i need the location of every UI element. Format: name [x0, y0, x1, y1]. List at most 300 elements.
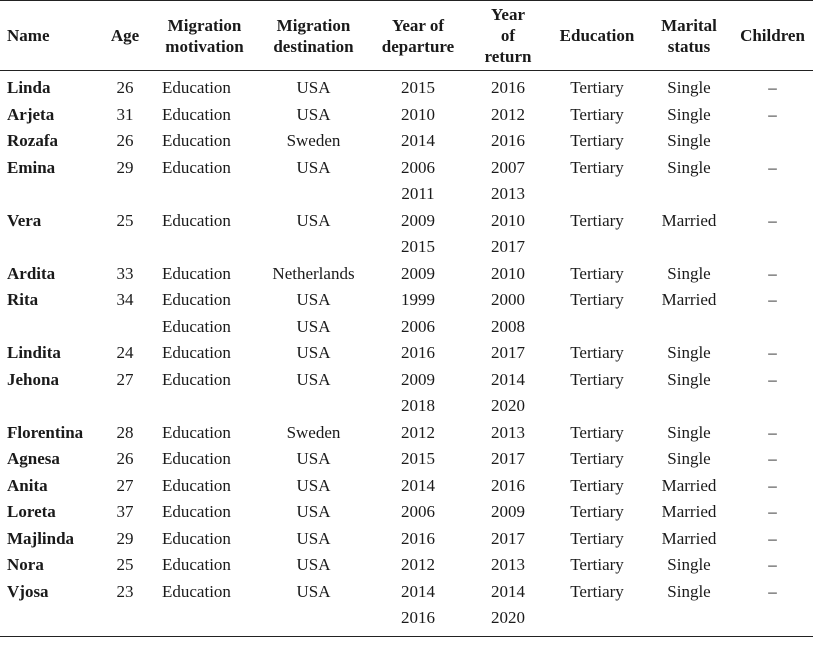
cell-marital-status: [646, 208, 732, 261]
cell-year-of-departure-value: 2011: [401, 184, 435, 203]
cell-year-of-departure: [368, 499, 468, 526]
cell-migration-destination-value: Sweden: [286, 131, 341, 150]
cell-year-of-return-value: 2010: [491, 210, 525, 230]
table-row: [0, 499, 813, 526]
cell-year-of-departure: [368, 340, 468, 367]
cell-marital-status-value: Single: [667, 157, 711, 177]
cell-children: [732, 499, 813, 526]
cell-age-value: 31: [116, 104, 134, 124]
cell-children-value: –: [768, 369, 777, 389]
cell-marital-status: [646, 340, 732, 367]
cell-migration-motivation: [150, 287, 259, 340]
cell-name: [0, 473, 100, 500]
cell-year-of-return-value: 2017: [491, 237, 525, 256]
cell-name: [0, 287, 100, 340]
cell-year-of-return: [468, 420, 548, 447]
cell-migration-destination-value: USA: [296, 210, 331, 230]
column-header-line: of: [500, 26, 516, 45]
cell-age: [100, 155, 150, 208]
table-row: [0, 367, 813, 420]
cell-education-value: Tertiary: [570, 290, 624, 309]
cell-year-of-return: [468, 446, 548, 473]
cell-marital-status: [646, 499, 732, 526]
cell-year-of-return-value: 2010: [491, 263, 525, 283]
column-header-marital-status: [646, 1, 732, 71]
cell-age: [100, 102, 150, 129]
cell-migration-motivation-value: Education: [162, 581, 231, 601]
cell-marital-status-value: Single: [667, 104, 711, 124]
cell-year-of-return-value: 2013: [491, 422, 525, 442]
cell-migration-destination: [259, 579, 368, 637]
cell-education: [548, 128, 646, 155]
cell-migration-motivation: [150, 579, 259, 637]
cell-marital-status-value: Married: [661, 290, 717, 309]
cell-migration-motivation-value: Education: [162, 343, 231, 362]
cell-marital-status-value: Single: [667, 263, 711, 283]
cell-year-of-departure-value: 2016: [401, 608, 435, 627]
cell-children: [732, 446, 813, 473]
cell-children-value: –: [768, 210, 777, 230]
cell-year-of-return-value: 2017: [491, 343, 525, 362]
cell-year-of-departure-value: 2014: [401, 131, 435, 150]
cell-name: [0, 499, 100, 526]
cell-migration-motivation: [150, 208, 259, 261]
table-row: [0, 261, 813, 288]
cell-year-of-return-value: 2008: [491, 316, 525, 336]
cell-education-value: Tertiary: [570, 104, 624, 124]
cell-education: [548, 261, 646, 288]
cell-name-value: Arjeta: [7, 104, 55, 124]
cell-education-value: Tertiary: [570, 502, 624, 521]
cell-education-value: Tertiary: [570, 422, 624, 442]
column-header-line: Education: [559, 26, 635, 45]
cell-migration-motivation-value: Education: [162, 422, 231, 442]
cell-age-value: 27: [116, 475, 134, 495]
cell-education: [548, 446, 646, 473]
cell-education-value: Tertiary: [570, 449, 624, 468]
cell-name: [0, 128, 100, 155]
cell-children-value: –: [768, 422, 777, 442]
cell-name: [0, 526, 100, 553]
cell-migration-motivation-value: Education: [162, 78, 231, 97]
cell-migration-motivation: [150, 71, 259, 102]
cell-children: [732, 261, 813, 288]
column-header-line: Year: [491, 5, 525, 24]
cell-year-of-departure-value: 2006: [401, 316, 435, 336]
table-row: [0, 102, 813, 129]
column-header-line: status: [667, 36, 711, 56]
cell-year-of-return-value: 2012: [491, 104, 525, 124]
cell-year-of-return-value: 2009: [491, 502, 525, 521]
cell-migration-motivation-value: Education: [162, 263, 231, 283]
cell-age-value: 26: [116, 449, 134, 468]
cell-education-value: Tertiary: [570, 528, 624, 548]
cell-name: [0, 446, 100, 473]
cell-migration-destination: [259, 526, 368, 553]
cell-age: [100, 579, 150, 637]
cell-age-value: 23: [116, 581, 134, 601]
cell-year-of-return: [468, 367, 548, 420]
cell-age-value: 37: [116, 502, 134, 521]
cell-children-value: –: [768, 157, 777, 177]
cell-age: [100, 446, 150, 473]
cell-migration-destination-value: USA: [296, 78, 331, 97]
cell-migration-destination-value: USA: [296, 343, 331, 362]
cell-name-value: Jehona: [7, 369, 59, 389]
column-header-line: Migration: [276, 15, 351, 35]
cell-marital-status: [646, 128, 732, 155]
column-header-name: [0, 1, 100, 71]
cell-age-value: 28: [116, 422, 134, 442]
cell-year-of-departure-value: 2015: [401, 449, 435, 468]
cell-marital-status-value: Married: [661, 475, 717, 495]
cell-name: [0, 155, 100, 208]
cell-year-of-return: [468, 579, 548, 637]
cell-migration-destination: [259, 261, 368, 288]
cell-age-value: 26: [116, 131, 134, 150]
cell-name: [0, 102, 100, 129]
cell-education-value: Tertiary: [570, 369, 624, 389]
cell-year-of-departure-value: 2012: [401, 555, 435, 574]
cell-name-value: Emina: [7, 157, 56, 177]
cell-age: [100, 526, 150, 553]
cell-year-of-departure-value: 2006: [401, 157, 435, 177]
cell-migration-destination-value: Sweden: [286, 422, 341, 442]
cell-education: [548, 579, 646, 637]
cell-migration-destination-value: USA: [296, 581, 331, 601]
cell-marital-status: [646, 261, 732, 288]
cell-name: [0, 261, 100, 288]
cell-marital-status-value: Married: [661, 528, 717, 548]
table-row: [0, 420, 813, 447]
table-row: [0, 128, 813, 155]
cell-age-value: 25: [116, 210, 134, 230]
column-header-year-of-return: [468, 1, 548, 71]
cell-year-of-return-value: 2014: [491, 369, 525, 389]
cell-children: [732, 367, 813, 420]
cell-year-of-departure: [368, 155, 468, 208]
cell-age: [100, 367, 150, 420]
cell-year-of-return-value: 2020: [491, 396, 525, 415]
cell-marital-status-value: Single: [667, 449, 711, 468]
column-header-migration-motivation: [150, 1, 259, 71]
cell-age: [100, 499, 150, 526]
cell-children-value: –: [768, 78, 777, 97]
cell-name-value: Anita: [7, 475, 48, 495]
cell-migration-destination-value: USA: [296, 475, 331, 495]
cell-year-of-return-value: 2014: [491, 581, 525, 601]
cell-migration-motivation: [150, 499, 259, 526]
cell-marital-status-value: Married: [661, 210, 717, 230]
cell-age-value: 33: [116, 263, 134, 283]
cell-education: [548, 367, 646, 420]
cell-year-of-departure-value: 2012: [401, 422, 435, 442]
cell-children-value: –: [768, 528, 777, 548]
cell-year-of-departure: [368, 552, 468, 579]
cell-age: [100, 340, 150, 367]
cell-year-of-departure-value: 2018: [401, 396, 435, 415]
cell-marital-status: [646, 526, 732, 553]
cell-migration-motivation: [150, 128, 259, 155]
cell-name-value: Loreta: [7, 502, 56, 521]
cell-children: [732, 579, 813, 637]
cell-year-of-return-value: 2000: [491, 290, 525, 309]
cell-year-of-departure: [368, 71, 468, 102]
cell-year-of-return-value: 2013: [491, 555, 525, 574]
cell-age: [100, 473, 150, 500]
cell-marital-status: [646, 473, 732, 500]
cell-year-of-departure-value: 2014: [401, 581, 435, 601]
cell-migration-destination: [259, 208, 368, 261]
cell-name: [0, 71, 100, 102]
column-header-line: Marital: [661, 15, 717, 35]
cell-name-value: Agnesa: [7, 449, 60, 468]
cell-year-of-departure: [368, 128, 468, 155]
cell-education: [548, 499, 646, 526]
cell-marital-status-value: Single: [667, 422, 711, 442]
cell-age-value: 29: [116, 157, 134, 177]
cell-year-of-return-value: 2020: [491, 608, 525, 627]
cell-name-value: Rozafa: [7, 131, 58, 150]
cell-age: [100, 208, 150, 261]
cell-year-of-departure: [368, 208, 468, 261]
header-row: [0, 1, 813, 71]
cell-migration-motivation: [150, 446, 259, 473]
cell-migration-destination: [259, 552, 368, 579]
cell-children: [732, 71, 813, 102]
cell-migration-motivation-value: Education: [162, 157, 231, 177]
cell-name: [0, 208, 100, 261]
cell-migration-motivation: [150, 367, 259, 420]
cell-children: [732, 155, 813, 208]
table-row: [0, 340, 813, 367]
cell-migration-destination-value: Netherlands: [272, 263, 355, 283]
table-body: [0, 71, 813, 637]
cell-education: [548, 552, 646, 579]
cell-marital-status: [646, 287, 732, 340]
cell-name-value: Ardita: [7, 263, 56, 283]
cell-age-value: 27: [116, 369, 134, 389]
cell-year-of-return: [468, 128, 548, 155]
cell-year-of-return: [468, 552, 548, 579]
cell-year-of-return-value: 2017: [491, 528, 525, 548]
column-header-line: return: [484, 47, 532, 66]
cell-marital-status-value: Single: [667, 343, 711, 362]
column-header-line: motivation: [165, 36, 244, 56]
cell-education: [548, 473, 646, 500]
cell-year-of-departure-value: 2009: [401, 263, 435, 283]
column-header-children: [732, 1, 813, 71]
cell-migration-motivation-value: Education: [162, 528, 231, 548]
cell-year-of-return: [468, 208, 548, 261]
cell-year-of-return: [468, 473, 548, 500]
cell-children-value: –: [768, 104, 777, 124]
table-row: [0, 208, 813, 261]
cell-age: [100, 71, 150, 102]
cell-age: [100, 128, 150, 155]
cell-migration-motivation-value: Education: [162, 449, 231, 468]
cell-children: [732, 208, 813, 261]
cell-year-of-departure: [368, 287, 468, 340]
cell-year-of-departure-value: 2015: [401, 78, 435, 97]
cell-education-value: Tertiary: [570, 475, 624, 495]
cell-migration-destination-value: USA: [296, 316, 331, 336]
cell-year-of-return-value: 2016: [491, 475, 525, 495]
cell-age-value: 24: [116, 343, 134, 362]
table-row: [0, 446, 813, 473]
cell-year-of-return-value: 2016: [491, 78, 525, 97]
cell-migration-destination: [259, 446, 368, 473]
cell-education: [548, 102, 646, 129]
cell-migration-motivation-value: Education: [162, 210, 231, 230]
cell-migration-destination-value: USA: [296, 449, 331, 468]
cell-migration-motivation: [150, 552, 259, 579]
cell-marital-status-value: Single: [667, 555, 711, 574]
cell-name: [0, 420, 100, 447]
cell-year-of-return-value: 2007: [491, 157, 525, 177]
cell-year-of-departure: [368, 367, 468, 420]
column-header-line: Children: [740, 26, 805, 45]
cell-year-of-return: [468, 287, 548, 340]
cell-migration-motivation-value: Education: [162, 369, 231, 389]
cell-name: [0, 367, 100, 420]
cell-name-value: Rita: [7, 290, 39, 309]
column-header-line: Name: [7, 26, 50, 45]
cell-year-of-return-value: 2013: [491, 184, 525, 203]
table-header: [0, 1, 813, 71]
cell-year-of-departure-value: 2010: [401, 104, 435, 124]
cell-migration-destination: [259, 499, 368, 526]
cell-education-value: Tertiary: [570, 581, 624, 601]
cell-marital-status: [646, 102, 732, 129]
cell-education-value: Tertiary: [570, 131, 624, 150]
cell-marital-status: [646, 155, 732, 208]
cell-children: [732, 552, 813, 579]
cell-education-value: Tertiary: [570, 343, 624, 362]
column-header-line: destination: [273, 36, 354, 56]
cell-year-of-return-value: 2017: [491, 449, 525, 468]
cell-children-value: –: [768, 502, 777, 521]
cell-children-value: [732, 128, 813, 155]
cell-children: [732, 128, 813, 155]
cell-year-of-departure-value: 1999: [401, 290, 435, 309]
cell-education: [548, 155, 646, 208]
cell-migration-motivation: [150, 420, 259, 447]
cell-migration-motivation: [150, 102, 259, 129]
cell-year-of-return: [468, 526, 548, 553]
cell-migration-destination: [259, 420, 368, 447]
cell-education-value: Tertiary: [570, 210, 624, 230]
cell-migration-motivation-value: Education: [162, 131, 231, 150]
cell-children: [732, 287, 813, 340]
column-header-line: Age: [110, 26, 140, 45]
cell-year-of-return: [468, 71, 548, 102]
cell-year-of-departure-value: 2016: [401, 343, 435, 362]
cell-education: [548, 340, 646, 367]
cell-children-value: –: [768, 555, 777, 574]
cell-migration-motivation: [150, 261, 259, 288]
cell-migration-destination: [259, 102, 368, 129]
cell-age: [100, 420, 150, 447]
cell-year-of-departure: [368, 526, 468, 553]
cell-marital-status: [646, 71, 732, 102]
cell-name: [0, 340, 100, 367]
cell-name-value: Lindita: [7, 343, 61, 362]
cell-migration-destination: [259, 287, 368, 340]
cell-migration-destination-value: USA: [296, 290, 331, 309]
cell-name-value: Linda: [7, 78, 51, 97]
column-header-education: [548, 1, 646, 71]
cell-migration-motivation: [150, 473, 259, 500]
cell-education: [548, 208, 646, 261]
cell-name-value: Nora: [7, 555, 44, 574]
cell-marital-status-value: Single: [667, 78, 711, 97]
cell-name-value: Vera: [7, 210, 42, 230]
table-row: [0, 155, 813, 208]
cell-children: [732, 420, 813, 447]
column-header-line: Year of: [391, 15, 445, 35]
cell-migration-motivation-value: Education: [162, 104, 231, 124]
table-row: [0, 526, 813, 553]
cell-migration-destination-value: USA: [296, 502, 331, 521]
cell-education: [548, 287, 646, 340]
column-header-line: Migration: [167, 15, 242, 35]
cell-children-value: –: [768, 343, 777, 362]
cell-year-of-departure: [368, 473, 468, 500]
cell-name: [0, 552, 100, 579]
cell-migration-motivation-value: Education: [162, 316, 231, 336]
cell-migration-destination: [259, 155, 368, 208]
cell-children: [732, 102, 813, 129]
cell-name: [0, 579, 100, 637]
cell-year-of-return: [468, 340, 548, 367]
cell-migration-motivation-value: Education: [162, 502, 231, 521]
cell-name-value: Majlinda: [7, 528, 75, 548]
cell-children-value: –: [768, 290, 777, 309]
cell-marital-status: [646, 552, 732, 579]
cell-age: [100, 287, 150, 340]
cell-migration-motivation: [150, 526, 259, 553]
cell-migration-destination-value: USA: [296, 369, 331, 389]
cell-year-of-departure: [368, 261, 468, 288]
cell-migration-destination: [259, 340, 368, 367]
cell-children-value: –: [768, 263, 777, 283]
cell-marital-status-value: Single: [667, 369, 711, 389]
cell-year-of-departure-value: 2006: [401, 502, 435, 521]
table-row: [0, 552, 813, 579]
cell-marital-status: [646, 367, 732, 420]
cell-education-value: Tertiary: [570, 555, 624, 574]
cell-year-of-return: [468, 499, 548, 526]
cell-migration-destination: [259, 128, 368, 155]
cell-marital-status-value: Single: [667, 581, 711, 601]
cell-education-value: Tertiary: [570, 78, 624, 97]
column-header-year-of-departure: [368, 1, 468, 71]
cell-year-of-return: [468, 261, 548, 288]
table-row: [0, 287, 813, 340]
cell-education: [548, 71, 646, 102]
cell-year-of-departure: [368, 420, 468, 447]
column-header-migration-destination: [259, 1, 368, 71]
table-row: [0, 579, 813, 637]
table-row: [0, 473, 813, 500]
cell-migration-motivation: [150, 155, 259, 208]
cell-migration-motivation: [150, 340, 259, 367]
table-row: [0, 71, 813, 102]
cell-education: [548, 526, 646, 553]
cell-year-of-departure-value: 2015: [401, 237, 435, 256]
cell-children: [732, 526, 813, 553]
